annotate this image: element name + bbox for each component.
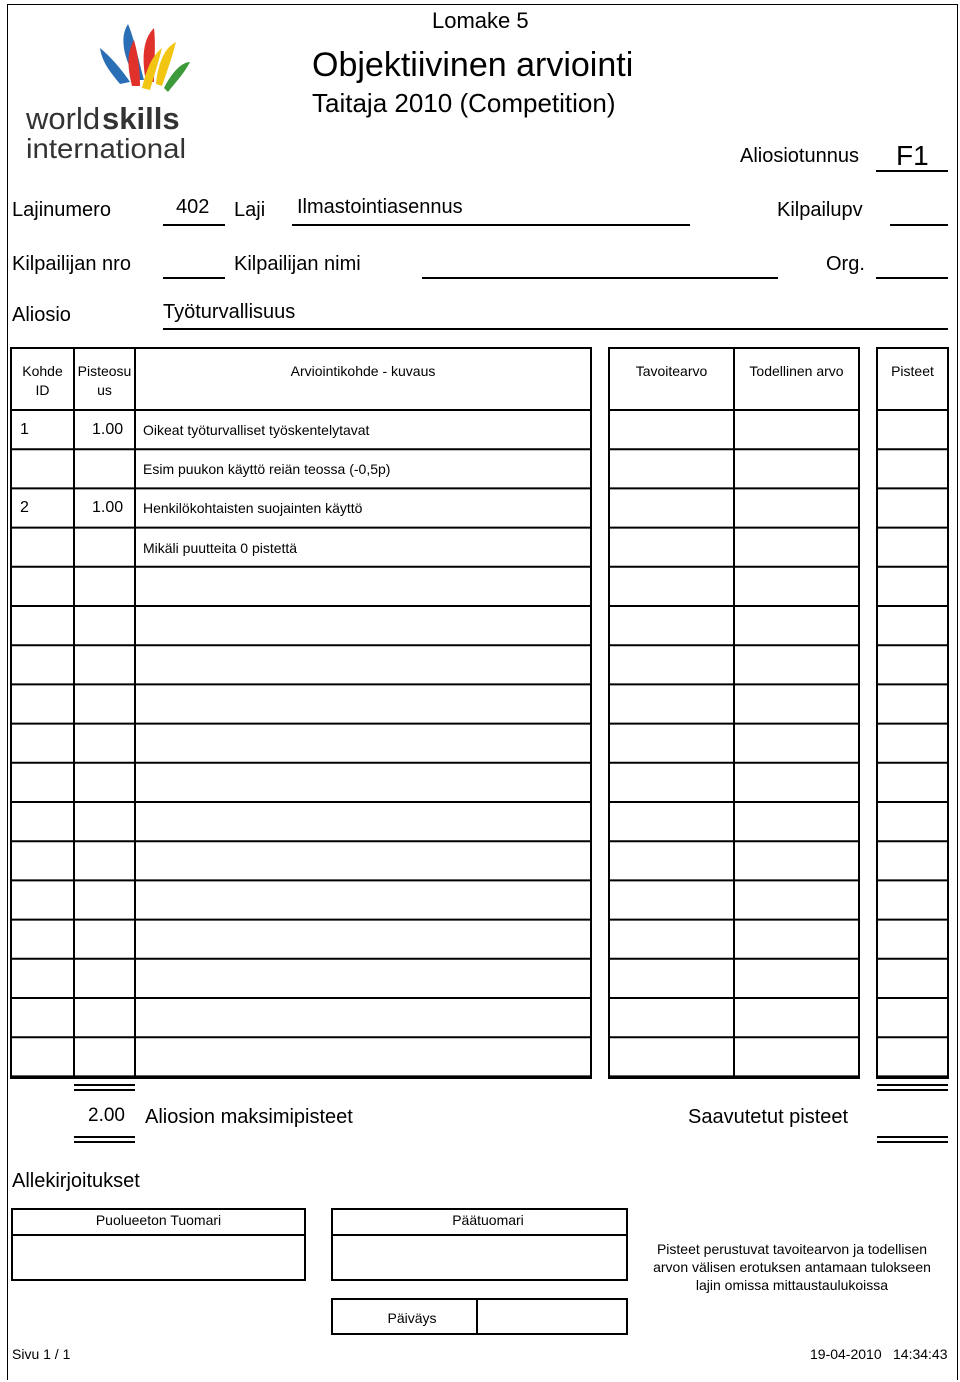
aliosiotunnus-label: Aliosiotunnus: [740, 145, 859, 167]
row-4-text: Mikäli puutteita 0 pistettä: [143, 540, 298, 556]
form-number: Lomake 5: [432, 8, 529, 33]
header-kohde-id-line1: Kohde: [22, 363, 63, 379]
aliosio-value: Työturvallisuus: [163, 301, 296, 323]
achieved-double-line-bottom: [877, 1136, 948, 1143]
footer-time: 14:34:43: [893, 1346, 948, 1362]
footer-date: 19-04-2010: [810, 1346, 882, 1362]
logo-text-world: world: [26, 101, 101, 136]
logo-text-international: international: [26, 133, 186, 164]
row-2-text: Esim puukon käyttö reiän teossa (-0,5p): [143, 461, 391, 477]
kilpailupv-label: Kilpailupv: [777, 199, 863, 221]
header-pisteet: Pisteet: [891, 363, 934, 379]
max-points-double-line-bottom: [74, 1136, 135, 1143]
header-kohde-id-line2: ID: [35, 382, 50, 398]
header-todellinen-arvo: Todellinen arvo: [749, 363, 844, 379]
header-kuvaus: Arviointikohde - kuvaus: [290, 363, 436, 379]
judge2-label: Päätuomari: [452, 1212, 524, 1228]
row-1-share: 1.00: [92, 421, 124, 438]
org-label: Org.: [826, 253, 865, 275]
kilpailijan-nimi-label: Kilpailijan nimi: [234, 253, 361, 275]
row-1-text: Oikeat työturvalliset työskentelytavat: [143, 422, 370, 438]
aliosio-label: Aliosio: [12, 304, 71, 326]
lajinumero-value: 402: [176, 196, 210, 218]
achieved-double-line-top: [877, 1084, 948, 1091]
header-kohde-id: [11, 362, 74, 400]
scoring-note: [636, 1240, 948, 1294]
page-subtitle: Taitaja 2010 (Competition): [312, 88, 616, 118]
row-3-text: Henkilökohtaisten suojainten käyttö: [143, 500, 363, 516]
achieved-points-label: Saavutetut pisteet: [688, 1106, 849, 1128]
header-pisteosuus: [74, 362, 135, 400]
row-3-share: 1.00: [92, 499, 124, 516]
judge1-label: Puolueeton Tuomari: [95, 1212, 222, 1228]
header-tavoitearvo: Tavoitearvo: [635, 363, 708, 379]
aliosiotunnus-value: F1: [896, 140, 929, 171]
signatures-title: Allekirjoitukset: [12, 1170, 140, 1192]
scoring-note-line3: lajin omissa mittaustaulukoissa: [695, 1277, 889, 1293]
scoring-note-line2: arvon välisen erotuksen antamaan tulokseen: [653, 1259, 931, 1275]
row-3-id: 2: [20, 499, 29, 516]
scoring-note-line1: Pisteet perustuvat tavoitearvon ja todellisen: [656, 1241, 928, 1257]
max-points-double-line-top: [74, 1084, 135, 1091]
lajinumero-label: Lajinumero: [12, 199, 111, 221]
header-pisteosuus-line2: us: [97, 382, 112, 398]
laji-value: Ilmastointiasennus: [297, 196, 463, 218]
logo-text-skills: skills: [102, 101, 180, 136]
footer-page-number: Sivu 1 / 1: [12, 1346, 71, 1362]
laji-label: Laji: [234, 199, 266, 221]
date-label: Päiväys: [387, 1310, 437, 1326]
header-pisteosuus-line1: Pisteosu: [77, 363, 132, 379]
max-points-label: Aliosion maksimipisteet: [145, 1106, 353, 1128]
row-1-id: 1: [20, 421, 29, 438]
kilpailijan-nro-label: Kilpailijan nro: [12, 253, 131, 275]
max-points-value: 2.00: [88, 1105, 125, 1126]
page-title: Objektiivinen arviointi: [312, 46, 634, 84]
